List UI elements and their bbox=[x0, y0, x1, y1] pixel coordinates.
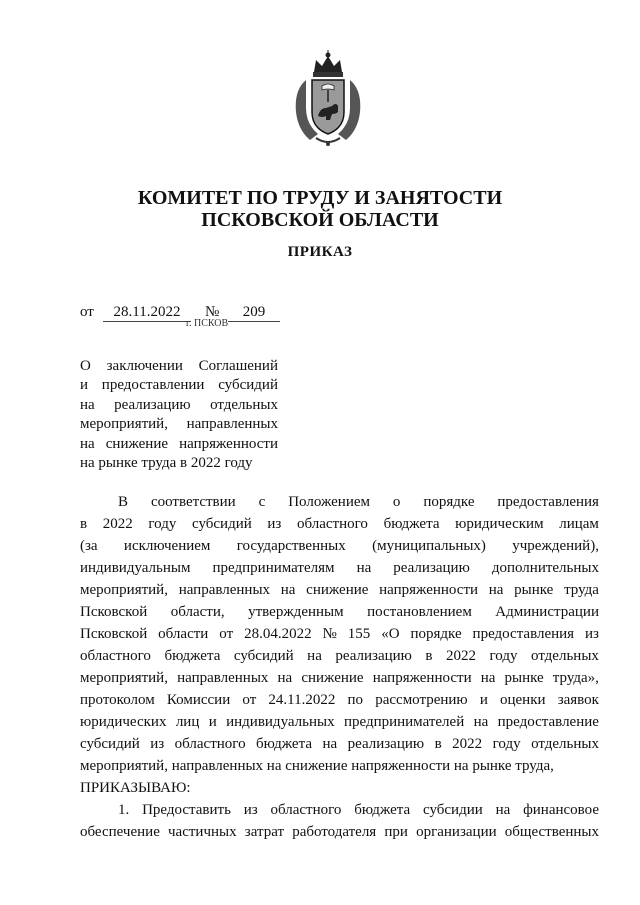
order-subject bbox=[80, 357, 278, 473]
body-line: мероприятий, направленных на снижение напряженности на рынке труда, bbox=[80, 758, 554, 774]
body-line: протоколом Комиссии от 24.11.2022 по рассмотрению и оценки заявок bbox=[80, 692, 599, 708]
body-line: юридических лиц и индивидуальных предпринимателей на предоставление bbox=[80, 714, 599, 730]
body-line: (за исключением государственных (муниципальных) учреждений), bbox=[80, 538, 599, 554]
body-line: индивидуальным предпринимателям на реализацию дополнительных bbox=[80, 560, 599, 576]
coat-of-arms-icon bbox=[288, 50, 368, 150]
city-label: г. ПСКОВ bbox=[186, 318, 229, 329]
subject-line: мероприятий, направленных bbox=[80, 416, 278, 433]
body-line: областного бюджета субсидий на реализацию в 2022 году отдельных bbox=[80, 648, 599, 664]
number-label: № bbox=[205, 304, 220, 320]
document-type: ПРИКАЗ bbox=[287, 244, 353, 260]
body-line: Псковской области от 28.04.2022 № 155 «О порядке предоставления из bbox=[80, 626, 599, 642]
subject-line: на реализацию отдельных bbox=[80, 396, 278, 413]
order-command: ПРИКАЗЫВАЮ: bbox=[80, 780, 191, 796]
body-line: субсидий из областного бюджета на реализацию в 2022 году отдельных bbox=[80, 736, 599, 752]
order-date: 28.11.2022 bbox=[103, 303, 191, 322]
from-label: от bbox=[80, 304, 94, 320]
committee-title-line1: КОМИТЕТ ПО ТРУДУ И ЗАНЯТОСТИ bbox=[137, 187, 503, 209]
body-line: 1. Предоставить из областного бюджета субсидии на финансовое bbox=[118, 802, 599, 818]
subject-line: и предоставлении субсидий bbox=[80, 377, 278, 394]
order-number: 209 bbox=[228, 303, 280, 322]
subject-line: на рынке труда в 2022 году bbox=[80, 454, 253, 471]
body-line: обеспечение частичных затрат работодателя при организации общественных bbox=[80, 824, 599, 840]
body-line: мероприятий, направленных на снижение напряженности на рынке труда», bbox=[80, 670, 599, 686]
body-line: Псковской области, утвержденным постановлением Администрации bbox=[80, 604, 599, 620]
subject-line: на снижение напряженности bbox=[80, 435, 278, 452]
committee-title-line2: ПСКОВСКОЙ ОБЛАСТИ bbox=[201, 209, 439, 231]
body-line: мероприятий, направленных на снижение напряженности на рынке труда bbox=[80, 582, 599, 598]
subject-line: О заключении Соглашений bbox=[80, 358, 278, 374]
body-line: В соответствии с Положением о порядке предоставления bbox=[118, 494, 599, 510]
body-line: в 2022 году субсидий из областного бюджета юридическим лицам bbox=[80, 516, 599, 532]
